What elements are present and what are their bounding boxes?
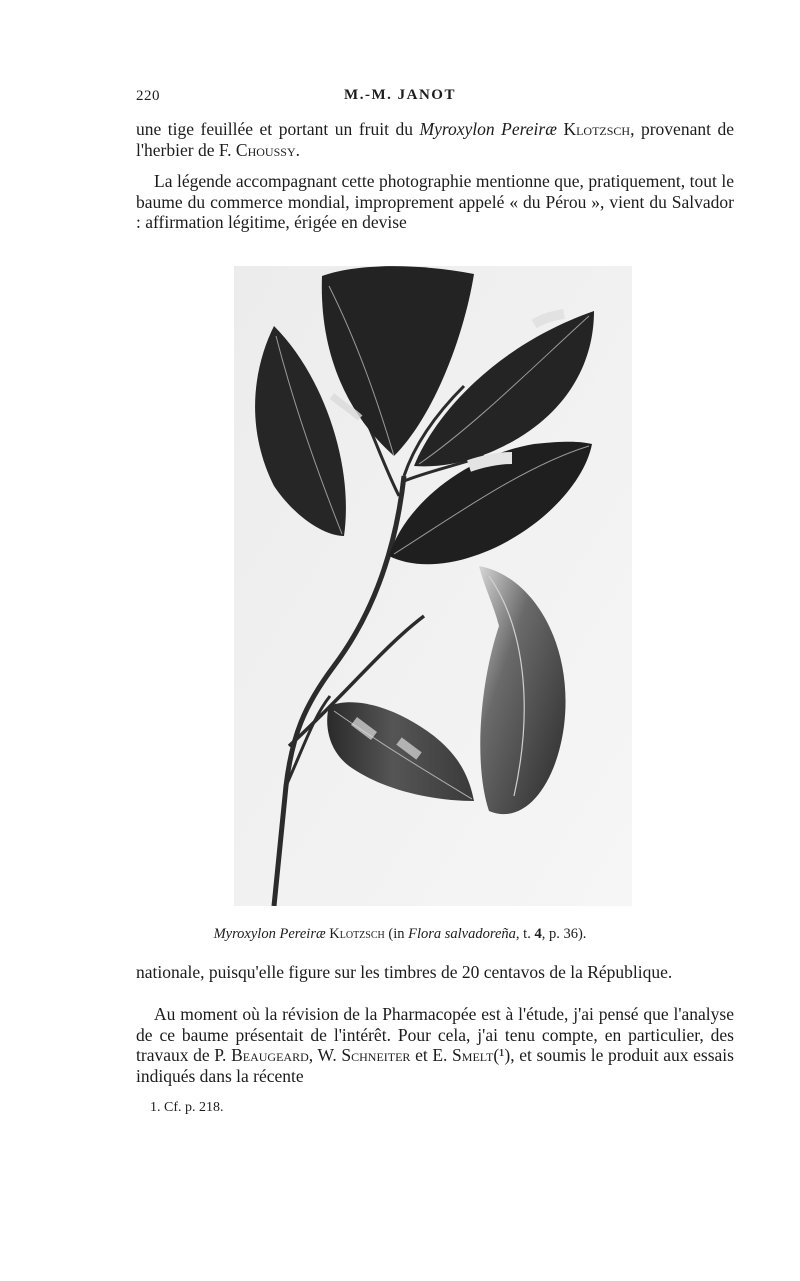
figure-photograph: [234, 266, 632, 906]
page-number: 220: [136, 88, 160, 104]
author-name: Schneiter: [341, 1045, 411, 1065]
paragraph-stamps: nationale, puisqu'elle figure sur les timbres de 20 centavos de la République.: [136, 962, 673, 982]
paragraph-intro: une tige feuillée et portant un fruit du Myroxylon Pereiræ Klotzsch, provenant de l'herbier de F. Choussy.: [136, 119, 734, 160]
footnote: 1. Cf. p. 218.: [150, 1100, 224, 1115]
author-name: Smelt: [452, 1045, 494, 1065]
paragraph-legend: La légende accompagnant cette photographie mentionne que, pratiquement, tout le baume du commerce mondial, improprement appelé « du Pérou », vient du Salvador : affirmation légitime, érigée en devise: [136, 171, 734, 232]
paragraph-analysis: Au moment où la révision de la Pharmacopée est à l'étude, j'ai pensé que l'analyse de ce baume présentait de l'intérêt. Pour cela, j'ai tenu compte, en particulier, des travaux de P. Beaugeard, W. Schneiter et E. Smelt(¹), et soumis le produit aux essais indiqués dans la récente: [136, 1004, 734, 1086]
author-name: Klotzsch: [563, 119, 631, 139]
running-head: M.-M. JANOT: [344, 87, 456, 103]
author-name: Choussy: [235, 139, 296, 160]
species-name: Myroxylon Pereiræ: [419, 119, 557, 139]
author-name: Beaugeard: [231, 1045, 309, 1065]
footnote-reference[interactable]: (¹): [493, 1045, 511, 1065]
figure-caption: Myroxylon Pereiræ Klotzsch (in Flora salvadoreña, t. 4, p. 36).: [213, 926, 587, 942]
